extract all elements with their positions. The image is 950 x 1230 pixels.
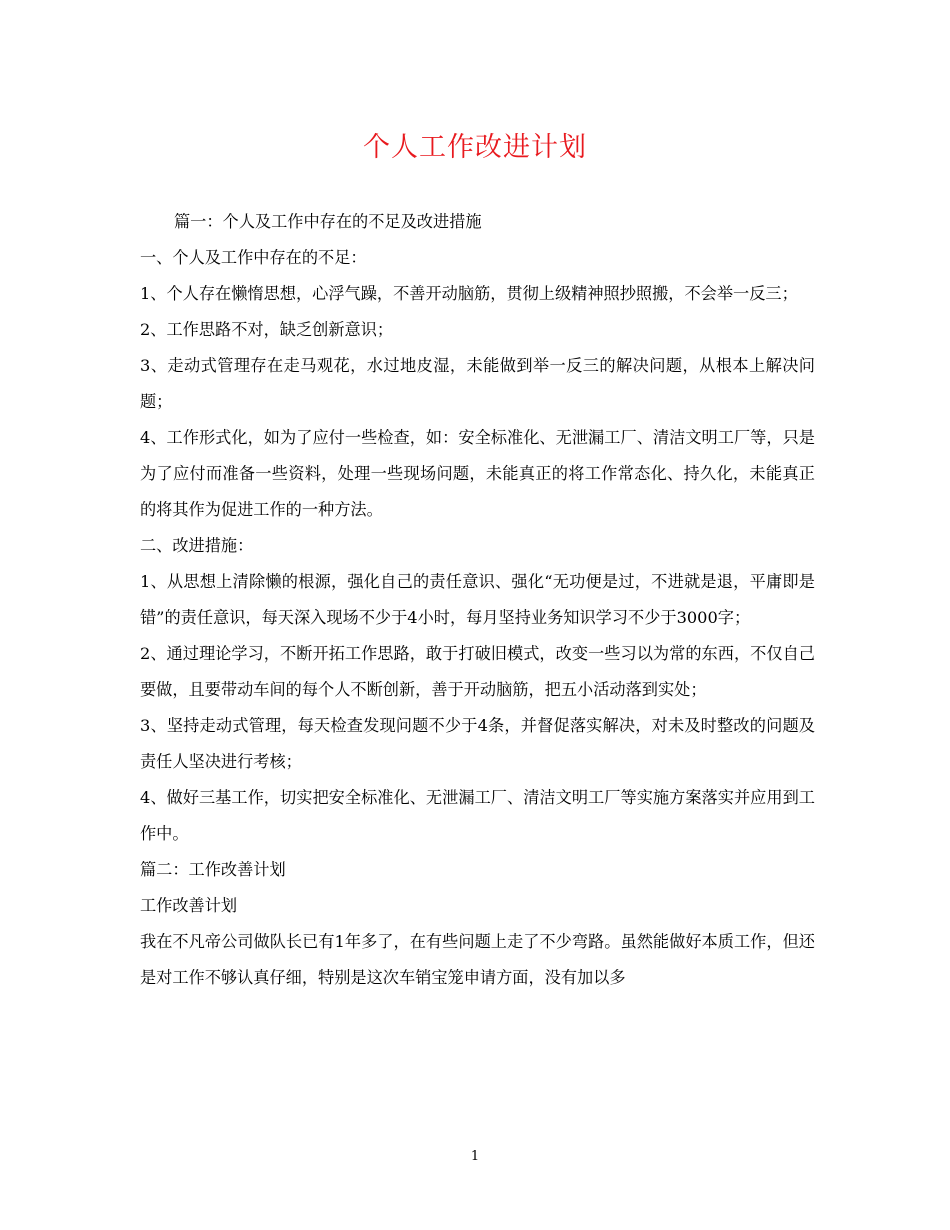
- subheading-measures: 二、改进措施：: [140, 536, 254, 555]
- subheading-improvement-plan: 工作改善计划: [140, 896, 238, 915]
- paragraph-measure-1: 1、从思想上清除懒的根源，强化自己的责任意识、强化“无功便是过，不进就是退，平庸即是错”的责任意识，每天深入现场不少于4小时，每月坚持业务知识学习不少于3000字；: [140, 572, 815, 627]
- paragraph-shortcoming-3: 3、走动式管理存在走马观花，水过地皮湿，未能做到举一反三的解决问题，从根本上解决问题；: [140, 356, 815, 411]
- section-heading-part-one: 篇一：个人及工作中存在的不足及改进措施: [174, 212, 482, 231]
- document-body: [140, 204, 815, 996]
- paragraph-shortcoming-2: 2、工作思路不对，缺乏创新意识；: [140, 320, 394, 339]
- section-heading-part-two: 篇二：工作改善计划: [140, 860, 286, 879]
- page-number: 1: [470, 1149, 480, 1164]
- paragraph-intro: 我在不凡帝公司做队长已有1年多了，在有些问题上走了不少弯路。虽然能做好本质工作，但还是对工作不够认真仔细，特别是这次车销宝笼申请方面，没有加以多: [140, 932, 815, 987]
- paragraph-measure-4: 4、做好三基工作，切实把安全标准化、无泄漏工厂、清洁文明工厂等实施方案落实并应用到工作中。: [140, 788, 815, 843]
- paragraph-measure-3: 3、坚持走动式管理，每天检查发现问题不少于4条，并督促落实解决，对未及时整改的问题及责任人坚决进行考核；: [140, 716, 815, 771]
- paragraph-shortcoming-1: 1、个人存在懒惰思想，心浮气躁，不善开动脑筋，贯彻上级精神照抄照搬，不会举一反三；: [140, 284, 798, 303]
- document-title: 个人工作改进计划: [363, 132, 587, 163]
- subheading-shortcomings: 一、个人及工作中存在的不足：: [140, 248, 367, 267]
- paragraph-measure-2: 2、通过理论学习，不断开拓工作思路，敢于打破旧模式，改变一些习以为常的东西，不仅自己要做，且要带动车间的每个人不断创新，善于开动脑筋，把五小活动落到实处；: [140, 644, 815, 699]
- paragraph-shortcoming-4: 4、工作形式化，如为了应付一些检查，如：安全标准化、无泄漏工厂、清洁文明工厂等，只是为了应付而准备一些资料，处理一些现场问题，未能真正的将工作常态化、持久化，未能真正的将其作为促进工作的一种方法。: [140, 428, 815, 519]
